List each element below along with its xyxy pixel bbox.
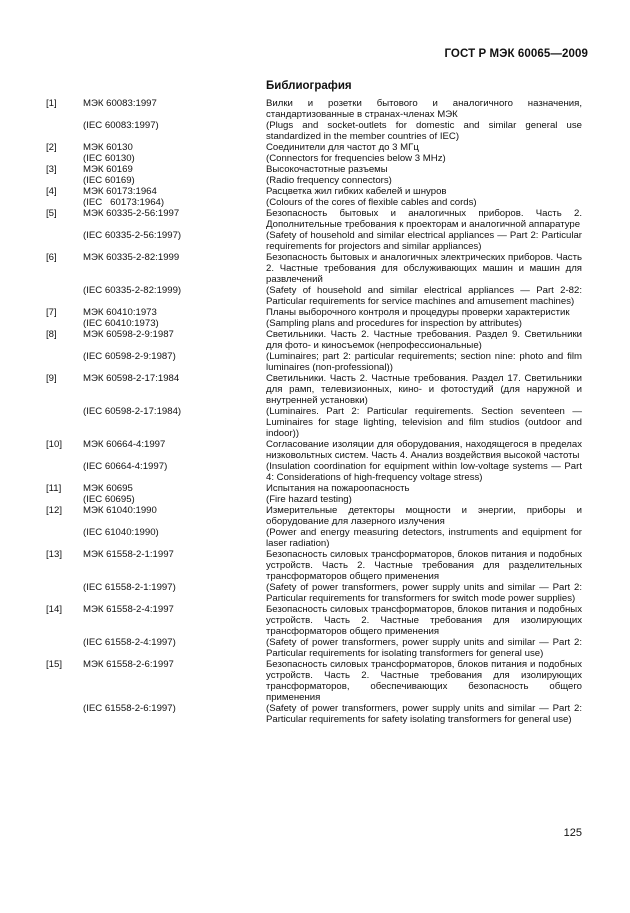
- entry-row-ru: [46, 505, 582, 527]
- standard-reference: (IEC 60664-4:1997): [83, 461, 168, 472]
- page-number: 125: [563, 827, 582, 839]
- standard-title: Расцветка жил гибких кабелей и шнуров: [266, 186, 447, 197]
- standard-reference: (IEC 60410:1973): [83, 318, 159, 329]
- entry-row-ru: [46, 208, 582, 230]
- entry-row-en: [46, 703, 582, 725]
- standard-title: (Insulation coordination for equipment within low-voltage systems — Part 4: Considerations of high-frequency voltage stress): [266, 461, 582, 483]
- standard-title: Светильники. Часть 2. Частные требования. Раздел 9. Светильники для фото- и киносъемок (непрофессиональные): [266, 329, 582, 351]
- standard-reference: МЭК 60410:1973: [83, 307, 157, 318]
- standard-code: ГОСТ Р МЭК 60065—2009: [444, 48, 588, 60]
- standard-title: (Safety of household and similar electrical appliances — Part 2: Particular requirements for projectors and similar appliances): [266, 230, 582, 252]
- standard-reference: МЭК 60173:1964: [83, 186, 157, 197]
- entry-number: [46, 285, 83, 307]
- entry-number: [9]: [46, 373, 57, 384]
- entry-number: [13]: [46, 549, 63, 560]
- entry-number: [46, 703, 83, 725]
- standard-title: Испытания на пожароопасность: [266, 483, 410, 494]
- entry-number: [46, 582, 83, 604]
- entry-row-en: [46, 285, 582, 307]
- entry-number: [46, 230, 83, 252]
- standard-reference: (IEC 61558-2-4:1997): [83, 637, 176, 648]
- entry-number: [8]: [46, 329, 57, 340]
- entry-row-ru: [46, 439, 582, 461]
- entry-row-ru: [46, 164, 582, 175]
- standard-title: Безопасность бытовых и аналогичных электрических приборов. Часть 2. Частные требования для обслуживающих машин и машин для развлечений: [266, 252, 582, 285]
- entry-row-ru: [46, 252, 582, 285]
- entry-number: [14]: [46, 604, 63, 615]
- entry-number: [46, 318, 83, 329]
- standard-reference: (IEC 60598-2-9:1987): [83, 351, 176, 362]
- bibliography-entry: [46, 307, 582, 329]
- entry-row-en: [46, 637, 582, 659]
- standard-reference: МЭК 61558-2-6:1997: [83, 659, 174, 670]
- entry-row-en: [46, 230, 582, 252]
- standard-title: Согласование изоляции для оборудования, находящегося в пределах низковольтных систем. Часть 4. Анализ воздействия высокой частоты: [266, 439, 582, 461]
- standard-reference: (IEC 60335-2-56:1997): [83, 230, 182, 241]
- entry-number: [1]: [46, 98, 57, 109]
- standard-reference: (IEC 61040:1990): [83, 527, 159, 538]
- entry-number: [46, 175, 83, 186]
- entry-row-ru: [46, 373, 582, 406]
- entry-row-ru: [46, 483, 582, 494]
- standard-title: (Luminaires; part 2: particular requirements; section nine: photo and film luminaires (non-professional)): [266, 351, 582, 373]
- entry-row-en: [46, 153, 582, 164]
- entry-row-ru: [46, 329, 582, 351]
- standard-title: (Safety of household and similar electrical appliances — Part 2-82: Particular requirements for service machines and amusement machines): [266, 285, 582, 307]
- bibliography-entry: [46, 483, 582, 505]
- standard-reference: МЭК 60335-2-56:1997: [83, 208, 180, 219]
- standard-title: (Sampling plans and procedures for inspection by attributes): [266, 318, 522, 329]
- entry-row-en: [46, 175, 582, 186]
- standard-title: (Power and energy measuring detectors, instruments and equipment for laser radiation): [266, 527, 582, 549]
- standard-title: Светильники. Часть 2. Частные требования. Раздел 17. Светильники для рамп, телевизионных, кино- и фотостудий (для наружной и внутренней установки): [266, 373, 582, 406]
- standard-reference: МЭК 60335-2-82:1999: [83, 252, 180, 263]
- standard-reference: МЭК 60130: [83, 142, 133, 153]
- bibliography-entry: [46, 505, 582, 549]
- standard-reference: МЭК 60598-2-17:1984: [83, 373, 180, 384]
- standard-title: Вилки и розетки бытового и аналогичного назначения, стандартизованные в странах-членах МЭК: [266, 98, 582, 120]
- entry-row-en: [46, 318, 582, 329]
- entry-number: [46, 527, 83, 549]
- entry-number: [5]: [46, 208, 57, 219]
- bibliography-entry: [46, 604, 582, 659]
- bibliography-entry: [46, 252, 582, 307]
- entry-row-en: [46, 197, 582, 208]
- standard-title: (Safety of power transformers, power supply units and similar — Part 2: Particular requirements for isolating transformers for general use): [266, 637, 582, 659]
- standard-reference: МЭК 60598-2-9:1987: [83, 329, 174, 340]
- standard-reference: (IEC 60169): [83, 175, 135, 186]
- standard-reference: МЭК 61558-2-1:1997: [83, 549, 174, 560]
- standard-reference: МЭК 60695: [83, 483, 133, 494]
- entry-number: [7]: [46, 307, 57, 318]
- standard-title: (Connectors for frequencies below 3 MHz): [266, 153, 446, 164]
- standard-title: Планы выборочного контроля и процедуры проверки характеристик: [266, 307, 570, 318]
- standard-title: Соединители для частот до 3 МГц: [266, 142, 419, 153]
- standard-reference: МЭК 61040:1990: [83, 505, 157, 516]
- entry-row-ru: [46, 549, 582, 582]
- standard-title: (Colours of the cores of flexible cables and cords): [266, 197, 477, 208]
- bibliography-entry: [46, 549, 582, 604]
- entry-number: [46, 406, 83, 439]
- bibliography-entry: [46, 373, 582, 439]
- standard-reference: (IEC 61558-2-1:1997): [83, 582, 176, 593]
- entry-number: [2]: [46, 142, 57, 153]
- entry-row-ru: [46, 307, 582, 318]
- standard-reference: (IEC 61558-2-6:1997): [83, 703, 176, 714]
- entry-number: [46, 197, 83, 208]
- bibliography-entry: [46, 186, 582, 208]
- standard-reference: (IEC 60695): [83, 494, 135, 505]
- bibliography-list: [46, 98, 582, 725]
- standard-reference: (IEC 60130): [83, 153, 135, 164]
- entry-row-en: [46, 406, 582, 439]
- standard-title: Измерительные детекторы мощности и энергии, приборы и оборудование для лазерного излучения: [266, 505, 582, 527]
- standard-reference: (IEC 60083:1997): [83, 120, 159, 131]
- entry-row-en: [46, 527, 582, 549]
- standard-title: (Plugs and socket-outlets for domestic and similar general use standardized in the member countries of IEC): [266, 120, 582, 142]
- bibliography-entry: [46, 164, 582, 186]
- entry-number: [46, 637, 83, 659]
- entry-number: [10]: [46, 439, 63, 450]
- standard-reference: МЭК 61558-2-4:1997: [83, 604, 174, 615]
- bibliography-entry: [46, 659, 582, 725]
- entry-number: [46, 351, 83, 373]
- entry-row-en: [46, 461, 582, 483]
- bibliography-entry: [46, 208, 582, 252]
- bibliography-entry: [46, 439, 582, 483]
- entry-row-en: [46, 494, 582, 505]
- standard-reference: МЭК 60169: [83, 164, 133, 175]
- standard-title: (Luminaires. Part 2: Particular requirements. Section seventeen — Luminaires for stage lighting, television and film studios (outdoor and indoor)): [266, 406, 582, 439]
- standard-reference: (IEC 60173:1964): [83, 197, 165, 208]
- standard-title: Безопасность силовых трансформаторов, блоков питания и подобных устройств. Часть 2. Частные требования для изолирующих трансформаторов общего применения: [266, 604, 582, 637]
- standard-title: (Radio frequency connectors): [266, 175, 392, 186]
- entry-number: [15]: [46, 659, 63, 670]
- entry-number: [46, 461, 83, 483]
- standard-title: Безопасность бытовых и аналогичных приборов. Часть 2. Дополнительные требования к проекторам и аналогичной аппаратуре: [266, 208, 582, 230]
- standard-reference: МЭК 60664-4:1997: [83, 439, 166, 450]
- entry-number: [11]: [46, 483, 62, 494]
- entry-number: [46, 494, 83, 505]
- entry-number: [3]: [46, 164, 57, 175]
- entry-row-ru: [46, 142, 582, 153]
- bibliography-entry: [46, 142, 582, 164]
- standard-reference: (IEC 60335-2-82:1999): [83, 285, 182, 296]
- standard-title: (Safety of power transformers, power supply units and similar — Part 2: Particular requirements for transformers for switch mode power supplies): [266, 582, 582, 604]
- entry-number: [12]: [46, 505, 63, 516]
- standard-title: Высокочастотные разъемы: [266, 164, 388, 175]
- standard-title: (Safety of power transformers, power supply units and similar — Part 2: Particular requirements for safety isolating transformers for general use): [266, 703, 582, 725]
- entry-row-ru: [46, 186, 582, 197]
- entry-number: [46, 153, 83, 164]
- bibliography-entry: [46, 98, 582, 142]
- entry-row-ru: [46, 98, 582, 120]
- entry-number: [6]: [46, 252, 57, 263]
- standard-title: (Fire hazard testing): [266, 494, 352, 505]
- entry-number: [4]: [46, 186, 57, 197]
- entry-row-en: [46, 582, 582, 604]
- entry-number: [46, 120, 83, 142]
- section-heading: Библиография: [266, 80, 352, 92]
- standard-reference: (IEC 60598-2-17:1984): [83, 406, 182, 417]
- entry-row-en: [46, 120, 582, 142]
- standard-reference: МЭК 60083:1997: [83, 98, 157, 109]
- bibliography-entry: [46, 329, 582, 373]
- entry-row-en: [46, 351, 582, 373]
- entry-row-ru: [46, 604, 582, 637]
- standard-title: Безопасность силовых трансформаторов, блоков питания и подобных устройств. Часть 2. Частные требования для изолирующих трансформаторов, обеспечивающих безопасность общего применения: [266, 659, 582, 703]
- standard-title: Безопасность силовых трансформаторов, блоков питания и подобных устройств. Часть 2. Частные требования для разделительных трансформаторов общего применения: [266, 549, 582, 582]
- entry-row-ru: [46, 659, 582, 703]
